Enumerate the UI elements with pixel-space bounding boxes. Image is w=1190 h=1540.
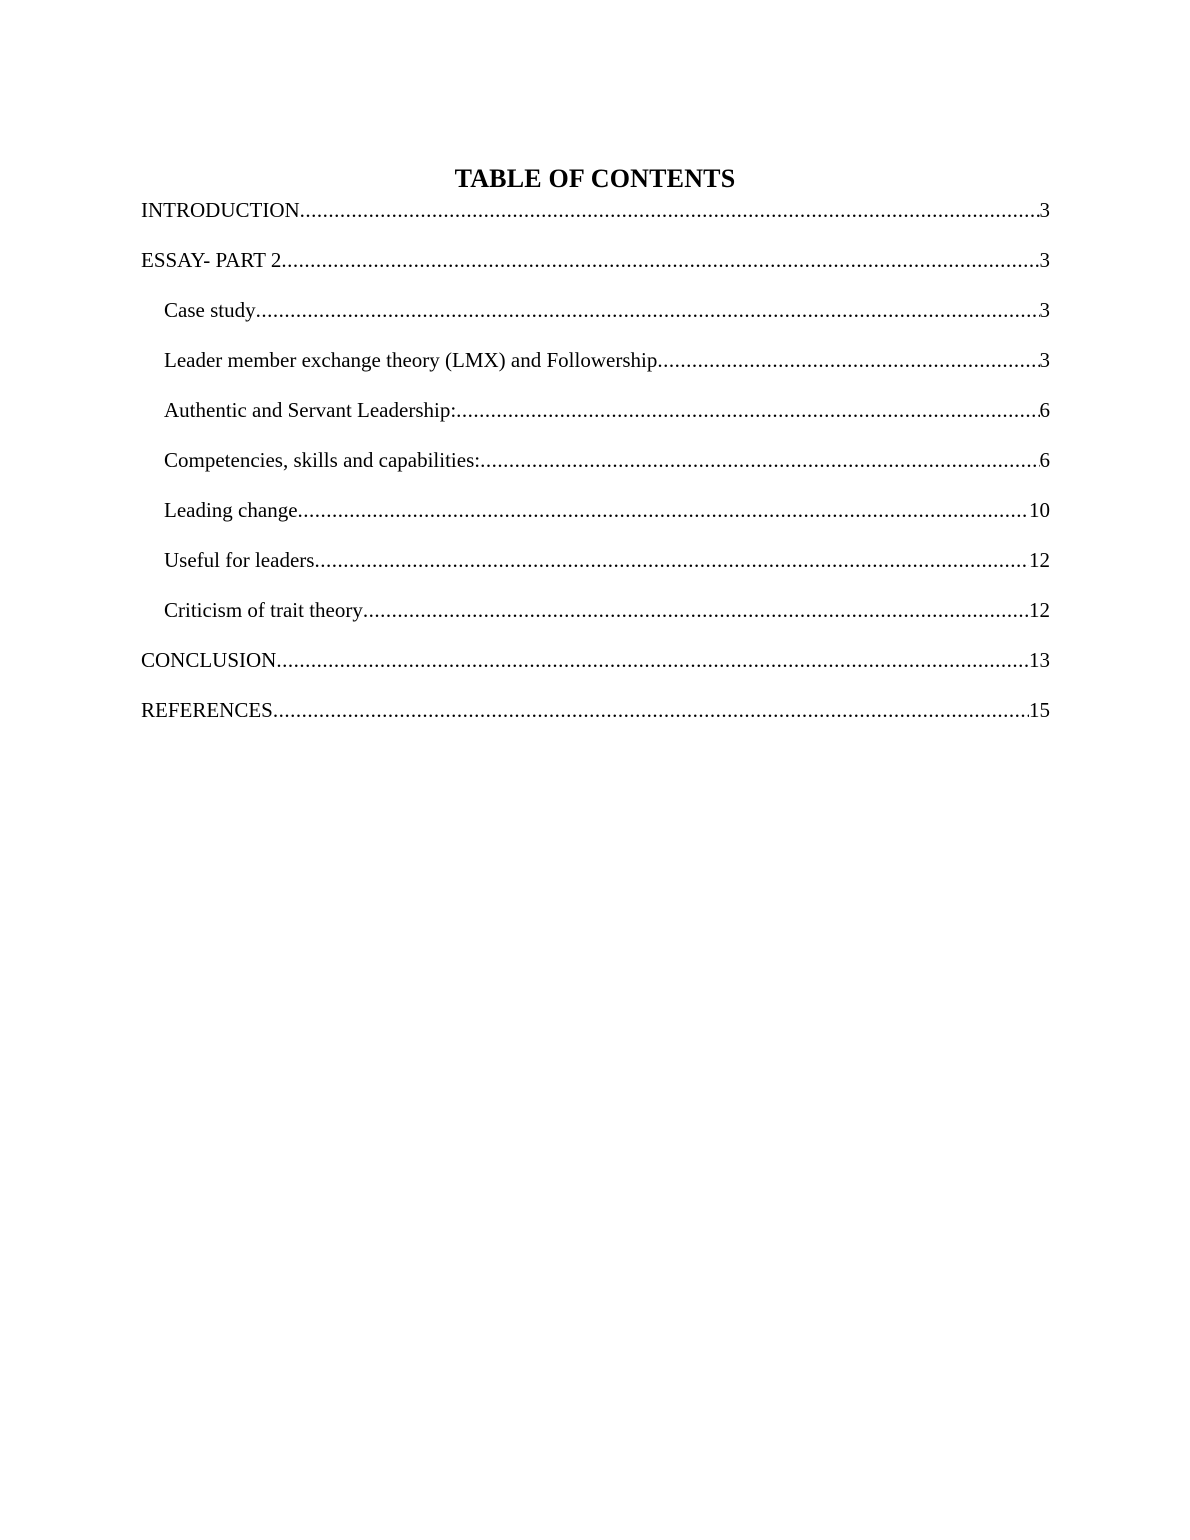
toc-entry-conclusion[interactable]: [141, 645, 1050, 695]
toc-entry-authentic-servant-leadership[interactable]: [141, 395, 1050, 445]
toc-entry-page-number: 10: [1029, 498, 1050, 522]
toc-entry-page-number: 15: [1029, 698, 1050, 722]
toc-entry-page-number: 12: [1029, 598, 1050, 622]
toc-entry-page-number: 13: [1029, 648, 1050, 672]
toc-entry-label: Useful for leaders: [164, 548, 315, 572]
toc-entry-label: Criticism of trait theory: [164, 598, 363, 622]
toc-list: [141, 195, 1050, 745]
dot-leader: [657, 345, 1039, 375]
toc-entry-page-number: 3: [1039, 298, 1050, 322]
dot-leader: [256, 295, 1040, 325]
toc-entry-essay-part-2[interactable]: [141, 245, 1050, 295]
toc-entry-label: CONCLUSION: [141, 648, 277, 672]
toc-entry-page-number: 6: [1039, 398, 1050, 422]
dot-leader: [314, 545, 1029, 575]
toc-entry-label: Leading change: [164, 498, 298, 522]
dot-leader: [298, 495, 1029, 525]
toc-entry-label: INTRODUCTION: [141, 198, 300, 222]
toc-entry-lmx-followership[interactable]: [141, 345, 1050, 395]
toc-entry-leading-change[interactable]: [141, 495, 1050, 545]
dot-leader: [281, 245, 1039, 275]
toc-entry-label: Authentic and Servant Leadership:: [164, 398, 457, 422]
toc-entry-introduction[interactable]: [141, 195, 1050, 245]
dot-leader: [276, 645, 1029, 675]
toc-entry-label: Leader member exchange theory (LMX) and Followership: [164, 348, 658, 372]
dot-leader: [273, 695, 1029, 725]
toc-entry-useful-for-leaders[interactable]: [141, 545, 1050, 595]
toc-heading: TABLE OF CONTENTS: [454, 164, 736, 193]
dot-leader: [363, 595, 1029, 625]
toc-entry-page-number: 3: [1039, 248, 1050, 272]
toc-entry-label: ESSAY- PART 2: [141, 248, 282, 272]
toc-entry-label: REFERENCES: [141, 698, 273, 722]
toc-entry-page-number: 3: [1039, 348, 1050, 372]
toc-entry-label: Competencies, skills and capabilities:: [164, 448, 481, 472]
toc-entry-page-number: 6: [1039, 448, 1050, 472]
toc-entry-label: Case study: [164, 298, 256, 322]
toc-entry-page-number: 12: [1029, 548, 1050, 572]
dot-leader: [300, 195, 1040, 225]
toc-entry-page-number: 3: [1039, 198, 1050, 222]
dot-leader: [456, 395, 1039, 425]
toc-entry-references[interactable]: [141, 695, 1050, 745]
toc-entry-case-study[interactable]: [141, 295, 1050, 345]
toc-entry-competencies-skills[interactable]: [141, 445, 1050, 495]
dot-leader: [480, 445, 1039, 475]
toc-entry-criticism-trait-theory[interactable]: [141, 595, 1050, 645]
